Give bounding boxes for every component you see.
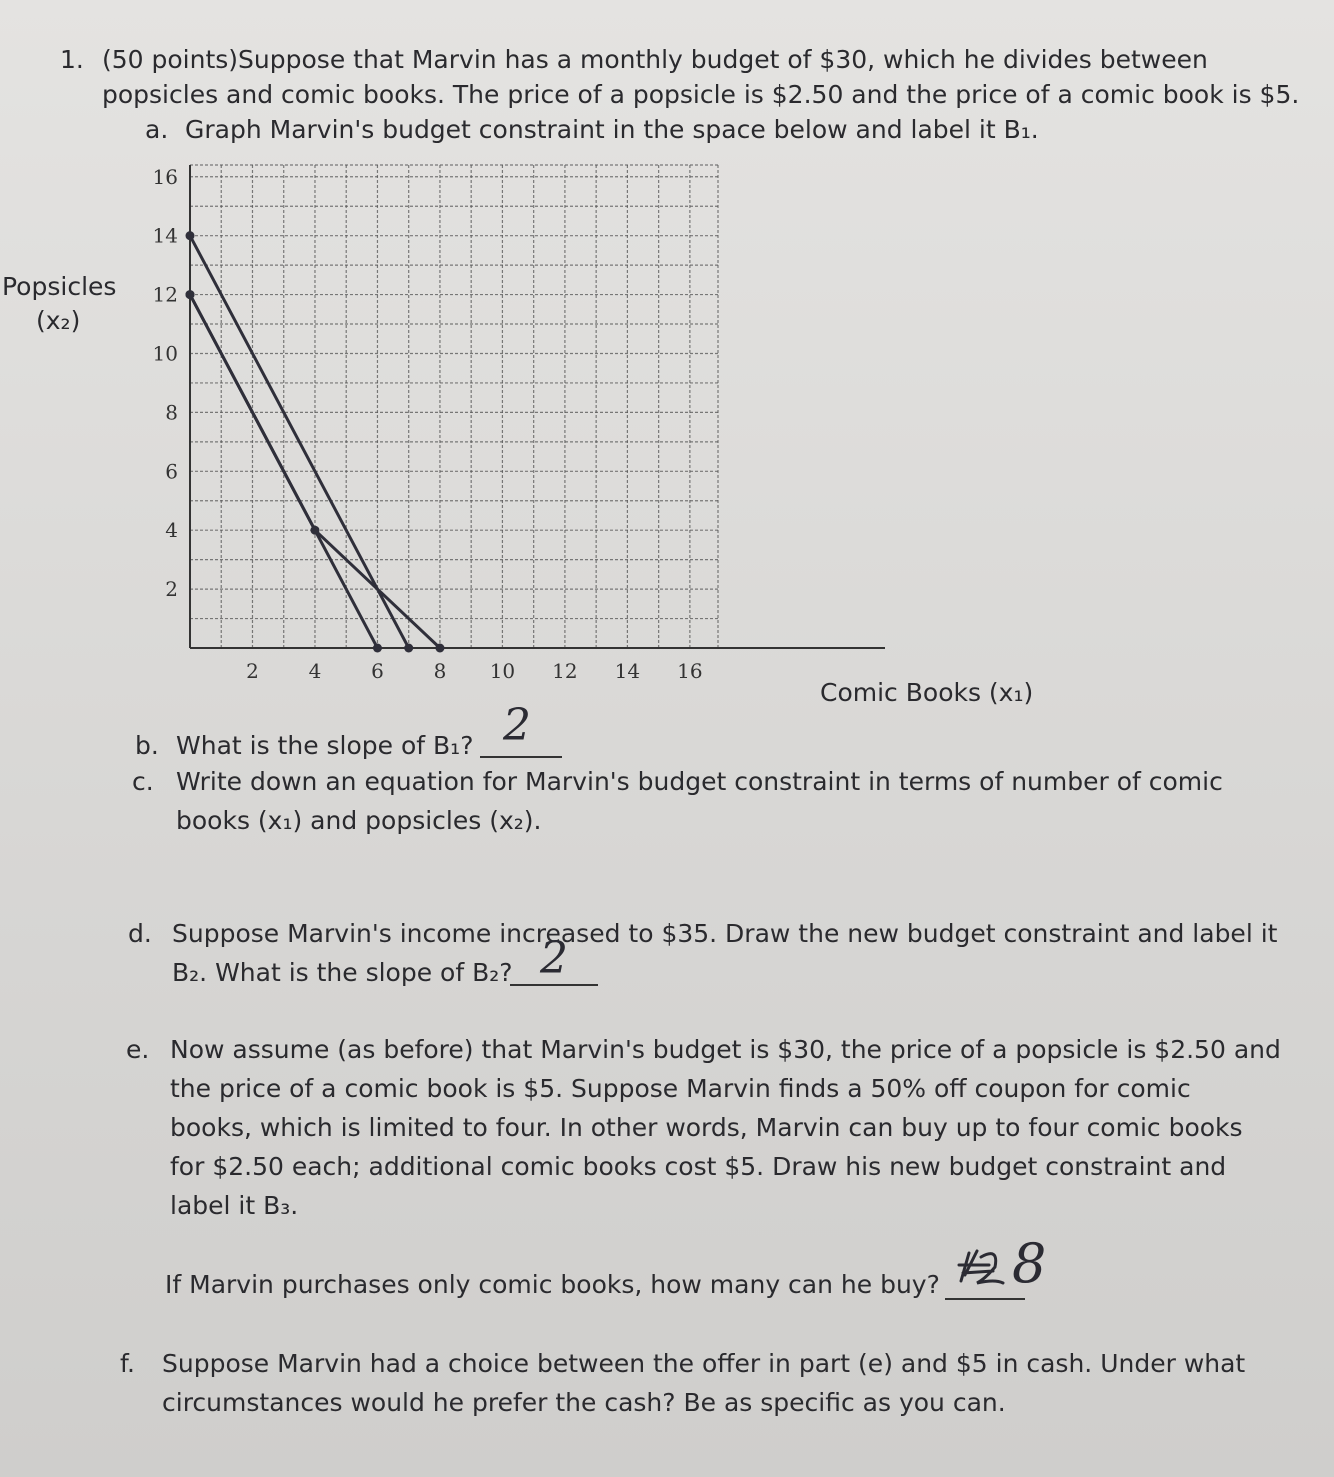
part-a-text: Graph Marvin's budget constraint in the space below and label it B₁. [185,115,1039,144]
budget-line-point [186,231,195,240]
part-e-line2: the price of a comic book is $5. Suppose Marvin finds a 50% off coupon for comic [170,1074,1191,1103]
part-e-question: If Marvin purchases only comic books, how many can he buy? [165,1270,940,1299]
y-tick-label: 2 [165,577,178,602]
y-axis-subtitle: (x₂) [36,306,81,335]
part-c-line1: Write down an equation for Marvin's budget constraint in terms of number of comic [176,767,1223,796]
part-e-line4: for $2.50 each; additional comic books cost $5. Draw his new budget constraint and [170,1152,1227,1181]
part-b-label: b. [135,731,159,760]
part-e-answer-line[interactable] [945,1298,1025,1300]
question-number: 1. [60,45,84,74]
part-e-handwritten-answer: 8 [1012,1232,1047,1295]
y-tick-label: 12 [152,282,178,307]
part-d-line2: B₂. What is the slope of B₂? [172,958,513,987]
question-intro-line2: popsicles and comic books. The price of a popsicle is $2.50 and the price of a comic book is $5. [102,80,1300,109]
y-axis-title: Popsicles [2,272,117,301]
part-d-label: d. [128,919,152,948]
part-d-answer-line[interactable] [510,984,598,986]
part-b-answer-line[interactable] [480,756,562,758]
question-intro-line1: (50 points)Suppose that Marvin has a monthly budget of $30, which he divides between [102,45,1208,74]
y-tick-label: 10 [152,341,178,366]
part-b-handwritten-answer: 2 [503,700,531,751]
part-e-label: e. [126,1035,150,1064]
y-tick-label: 16 [152,164,178,189]
part-a-label: a. [145,115,169,144]
x-axis-title: Comic Books (x₁) [820,678,1034,707]
budget-line-point [310,526,319,535]
x-tick-label: 16 [677,659,703,683]
x-tick-label: 8 [433,659,447,683]
x-tick-label: 6 [371,659,384,683]
budget-line-point [186,290,195,299]
part-e-line3: books, which is limited to four. In other words, Marvin can buy up to four comic books [170,1113,1243,1142]
x-tick-label: 4 [308,659,322,683]
budget-line-point [373,644,382,653]
part-f-line1: Suppose Marvin had a choice between the offer in part (e) and $5 in cash. Under what [162,1349,1246,1378]
x-tick-label: 2 [246,659,259,683]
budget-line-point [404,644,413,653]
budget-line-point [435,644,444,653]
graph-axes [190,165,885,648]
y-tick-label: 6 [165,459,178,484]
x-tick-label: 14 [614,659,641,683]
part-e-scribble-mark [955,1245,1015,1295]
x-tick-label: 10 [489,659,516,683]
part-c-label: c. [132,767,154,796]
part-f-label: f. [120,1349,135,1378]
part-e-line5: label it B₃. [170,1191,299,1220]
part-d-handwritten-answer: 2 [540,933,568,984]
part-f-line2: circumstances would he prefer the cash? Be as specific as you can. [162,1388,1006,1417]
part-b-text: What is the slope of B₁? [176,731,474,760]
x-tick-label: 12 [552,659,578,683]
y-tick-label: 4 [165,518,178,543]
y-tick-label: 14 [152,223,178,248]
graph-grid [190,165,718,648]
part-d-line1: Suppose Marvin's income increased to $35. Draw the new budget constraint and label it [172,919,1278,948]
part-e-line1: Now assume (as before) that Marvin's budget is $30, the price of a popsicle is $2.50 and [170,1035,1281,1064]
part-c-line2: books (x₁) and popsicles (x₂). [176,806,542,835]
y-tick-label: 8 [165,400,178,425]
graph-tick-labels [153,165,703,683]
budget-graph [0,0,1334,720]
